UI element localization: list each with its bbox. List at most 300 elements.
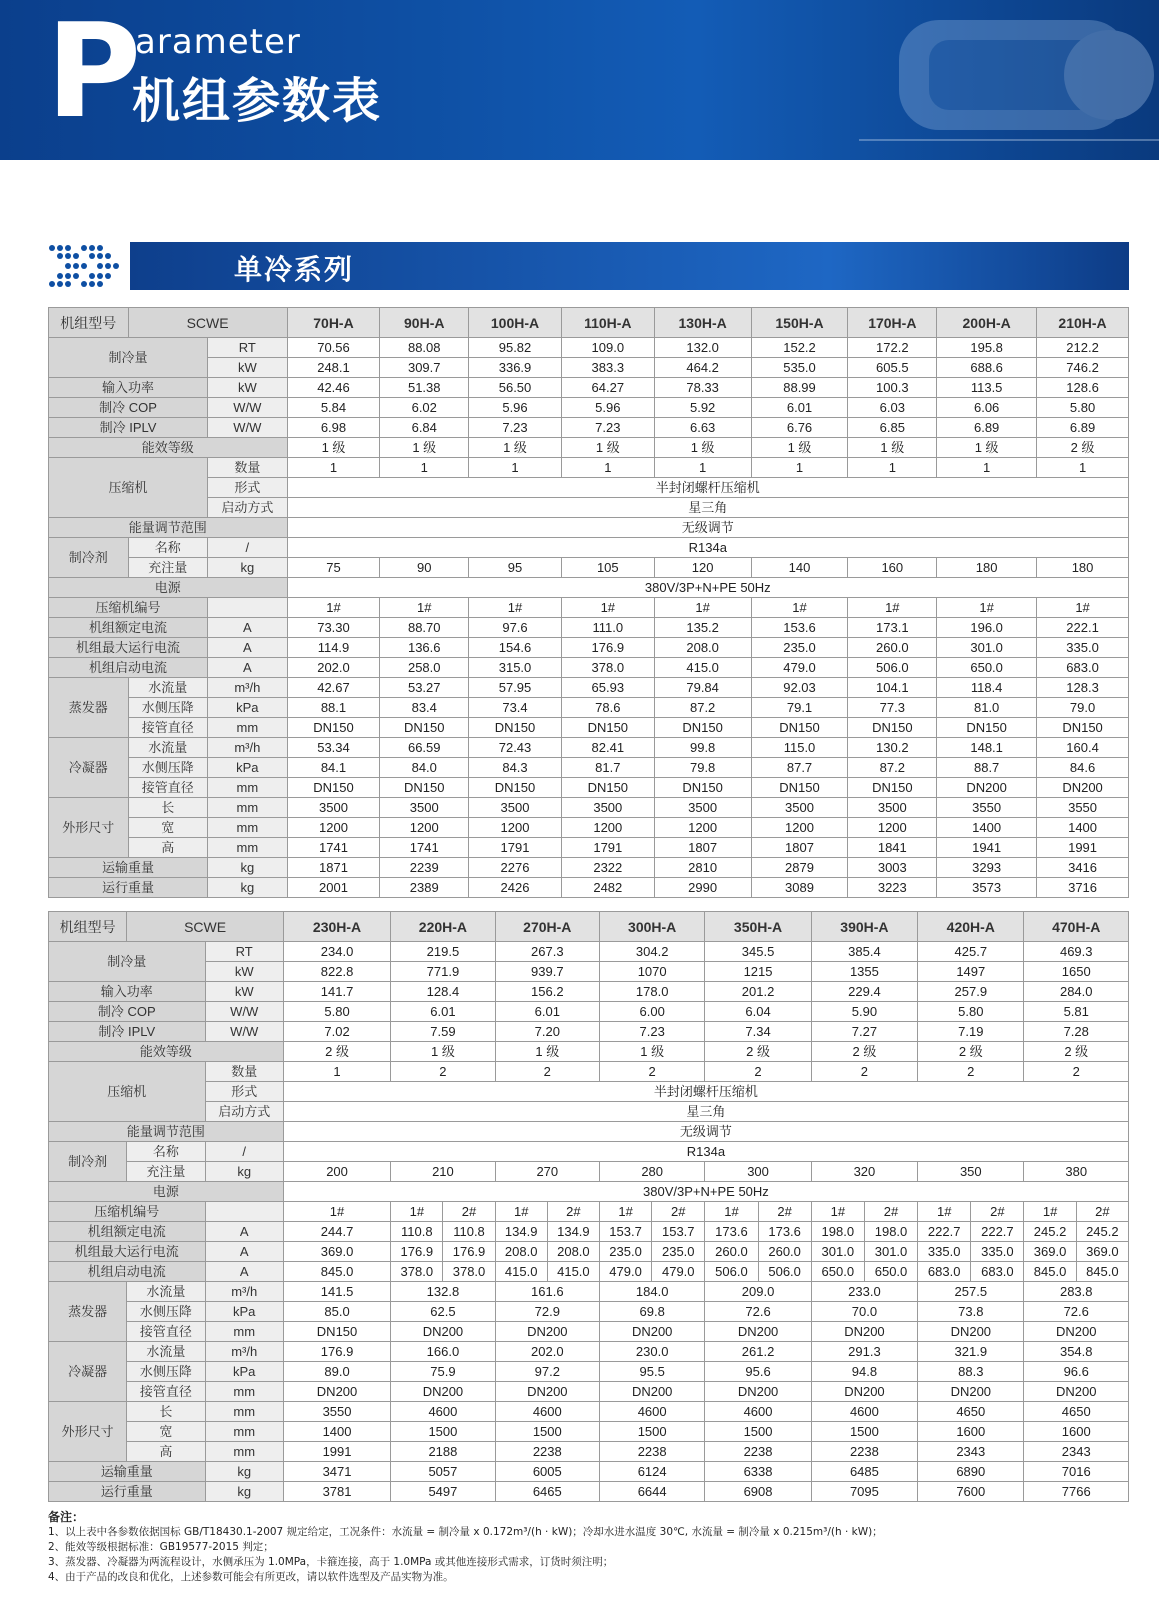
value-cell: 2	[391, 1062, 495, 1082]
value-cell: 6644	[599, 1482, 704, 1502]
value-cell: 96.6	[1024, 1362, 1129, 1382]
row-label: SCWE	[127, 912, 284, 942]
value-cell: 4600	[811, 1402, 917, 1422]
value-cell: 3223	[848, 878, 937, 898]
double-arrow-icon	[46, 242, 128, 290]
row-label: 制冷量	[49, 942, 206, 982]
value-cell: 2#	[443, 1202, 495, 1222]
value-cell: 1	[654, 458, 751, 478]
value-cell: 3573	[937, 878, 1037, 898]
table-row	[49, 1482, 1129, 1502]
value-cell: 244.7	[283, 1222, 390, 1242]
value-cell: 77.3	[848, 698, 937, 718]
value-cell: 2 级	[705, 1042, 811, 1062]
value-cell: 176.9	[443, 1242, 495, 1262]
value-cell: 5.80	[918, 1002, 1024, 1022]
value-cell: 53.27	[380, 678, 469, 698]
row-label: 制冷剂	[49, 1142, 127, 1182]
row-label: 运行重量	[49, 878, 208, 898]
value-cell: 178.0	[599, 982, 704, 1002]
note-line: 2、能效等级根据标准：GB19577-2015 判定；	[48, 1541, 274, 1553]
table-row	[49, 1022, 1129, 1042]
value-cell: 1600	[918, 1422, 1024, 1442]
table-row	[49, 962, 1129, 982]
value-cell: 75	[287, 558, 380, 578]
value-cell: 3550	[283, 1402, 390, 1422]
value-cell: 6.04	[705, 1002, 811, 1022]
value-cell: 2 级	[1024, 1042, 1129, 1062]
value-cell: DN200	[811, 1322, 917, 1342]
table-row	[49, 1062, 1129, 1082]
table-row	[49, 558, 1129, 578]
value-cell: 1#	[751, 598, 848, 618]
value-cell: 132.0	[654, 338, 751, 358]
value-cell: 156.2	[495, 982, 599, 1002]
unit-cell: mm	[208, 838, 288, 858]
table-row	[49, 578, 1129, 598]
value-cell: 415.0	[654, 658, 751, 678]
value-cell: 1#	[1024, 1202, 1076, 1222]
value-cell: 1 级	[751, 438, 848, 458]
value-cell: 1200	[469, 818, 562, 838]
table-row	[49, 1142, 1129, 1162]
value-cell: 605.5	[848, 358, 937, 378]
value-cell: 1 级	[599, 1042, 704, 1062]
value-cell: 301.0	[864, 1242, 917, 1262]
parameter-table-2	[48, 911, 1129, 1502]
value-cell: 73.8	[918, 1302, 1024, 1322]
value-cell: 79.0	[1037, 698, 1129, 718]
value-cell: 7095	[811, 1482, 917, 1502]
unit-cell	[208, 598, 288, 618]
row-label: 机组额定电流	[49, 618, 208, 638]
value-cell: DN150	[561, 718, 654, 738]
table-row	[49, 638, 1129, 658]
value-cell: 1400	[937, 818, 1037, 838]
value-cell: 2 级	[1037, 438, 1129, 458]
value-cell: 1871	[287, 858, 380, 878]
value-cell: 2276	[469, 858, 562, 878]
value-cell: DN150	[654, 718, 751, 738]
table-row	[49, 1402, 1129, 1422]
value-cell: 345.5	[705, 942, 811, 962]
value-cell: 115.0	[751, 738, 848, 758]
unit-cell: 接管直径	[128, 718, 208, 738]
value-cell: 5.81	[1024, 1002, 1129, 1022]
value-cell: 2#	[652, 1202, 705, 1222]
value-cell: 3500	[287, 798, 380, 818]
value-cell: 7.19	[918, 1022, 1024, 1042]
value-cell: 128.6	[1037, 378, 1129, 398]
value-cell: 248.1	[287, 358, 380, 378]
value-cell: 222.7	[918, 1222, 971, 1242]
value-cell: 6.06	[937, 398, 1037, 418]
model-header: 200H-A	[937, 308, 1037, 338]
row-label: 能效等级	[49, 1042, 284, 1062]
value-cell: 87.2	[654, 698, 751, 718]
value-cell: 6.01	[751, 398, 848, 418]
unit-cell: kg	[208, 558, 288, 578]
value-cell: 134.9	[495, 1222, 547, 1242]
value-cell: 51.38	[380, 378, 469, 398]
model-header: 420H-A	[918, 912, 1024, 942]
value-cell: 1#	[811, 1202, 864, 1222]
row-label: 制冷 IPLV	[49, 1022, 206, 1042]
notes-title: 备注：	[48, 1510, 85, 1524]
value-cell: DN150	[287, 718, 380, 738]
unit-cell: mm	[205, 1402, 283, 1422]
value-cell: 3003	[848, 858, 937, 878]
value-cell: 2#	[1076, 1202, 1128, 1222]
value-cell: DN150	[469, 778, 562, 798]
value-cell: 320	[811, 1162, 917, 1182]
value-cell: 88.1	[287, 698, 380, 718]
value-cell: 99.8	[654, 738, 751, 758]
table-row	[49, 838, 1129, 858]
row-label: 压缩机编号	[49, 598, 208, 618]
value-cell: 2239	[380, 858, 469, 878]
row-label: 蒸发器	[49, 678, 129, 738]
series-title: 单冷系列	[234, 253, 355, 286]
value-cell: DN150	[848, 778, 937, 798]
value-cell: 464.2	[654, 358, 751, 378]
value-cell: 176.9	[391, 1242, 443, 1262]
unit-cell: W/W	[208, 398, 288, 418]
value-cell: 3500	[751, 798, 848, 818]
model-header: 270H-A	[495, 912, 599, 942]
table-row	[49, 1102, 1129, 1122]
value-cell: 746.2	[1037, 358, 1129, 378]
value-cell: 198.0	[811, 1222, 864, 1242]
table-row	[49, 778, 1129, 798]
value-cell: 479.0	[652, 1262, 705, 1282]
value-cell: DN200	[811, 1382, 917, 1402]
note-line: 3、蒸发器、冷凝器为两流程设计，水侧承压为 1.0MPa，卡箍连接，高于 1.0MPa 或其他连接形式需求，订货时须注明；	[48, 1556, 614, 1568]
value-cell: 7600	[918, 1482, 1024, 1502]
value-cell: 380	[1024, 1162, 1129, 1182]
table-row	[49, 478, 1129, 498]
value-cell: 57.95	[469, 678, 562, 698]
unit-cell: 水侧压降	[127, 1302, 205, 1322]
value-cell: 1#	[469, 598, 562, 618]
value-cell: 星三角	[287, 498, 1128, 518]
value-cell: DN150	[287, 778, 380, 798]
value-cell: 1	[380, 458, 469, 478]
value-cell: 104.1	[848, 678, 937, 698]
value-cell: 1200	[654, 818, 751, 838]
unit-cell: m³/h	[205, 1282, 283, 1302]
value-cell: 7.23	[561, 418, 654, 438]
value-cell: 2	[918, 1062, 1024, 1082]
row-label: 输入功率	[49, 378, 208, 398]
unit-cell: mm	[205, 1382, 283, 1402]
value-cell: DN150	[561, 778, 654, 798]
notes-section	[48, 1510, 883, 1585]
value-cell: 354.8	[1024, 1342, 1129, 1362]
value-cell: 222.1	[1037, 618, 1129, 638]
value-cell: 7.27	[811, 1022, 917, 1042]
value-cell: 6.00	[599, 1002, 704, 1022]
note-line: 1、以上表中各参数依据国标 GB/T18430.1-2007 规定给定，工况条件：水流量 = 制冷量 x 0.172m³/(h · kW)；冷却水进水温度 30℃, 水流量 = 制冷量 x 0.215m³/(h · kW)；	[48, 1526, 883, 1538]
value-cell: 84.0	[380, 758, 469, 778]
value-cell: 92.03	[751, 678, 848, 698]
value-cell: DN200	[599, 1382, 704, 1402]
value-cell: 5.96	[561, 398, 654, 418]
table-row	[49, 538, 1129, 558]
value-cell: 291.3	[811, 1342, 917, 1362]
unit-cell: m³/h	[208, 738, 288, 758]
table-row	[49, 418, 1129, 438]
value-cell: 1#	[918, 1202, 971, 1222]
value-cell: 383.3	[561, 358, 654, 378]
unit-cell: 启动方式	[208, 498, 288, 518]
value-cell: 2 级	[811, 1042, 917, 1062]
value-cell: 113.5	[937, 378, 1037, 398]
unit-cell: 水侧压降	[128, 698, 208, 718]
value-cell: 2 级	[283, 1042, 390, 1062]
model-header: 100H-A	[469, 308, 562, 338]
table-row	[49, 1082, 1129, 1102]
value-cell: 1941	[937, 838, 1037, 858]
value-cell: 6465	[495, 1482, 599, 1502]
table-row	[49, 1002, 1129, 1022]
value-cell: 3471	[283, 1462, 390, 1482]
unit-cell: 水侧压降	[127, 1362, 205, 1382]
unit-cell: 形式	[205, 1082, 283, 1102]
value-cell: 1497	[918, 962, 1024, 982]
row-label: 制冷剂	[49, 538, 129, 578]
value-cell: DN200	[495, 1322, 599, 1342]
value-cell: 378.0	[561, 658, 654, 678]
value-cell: 3500	[848, 798, 937, 818]
table-row	[49, 818, 1129, 838]
table-row	[49, 438, 1129, 458]
value-cell: 2	[1024, 1062, 1129, 1082]
value-cell: 6.76	[751, 418, 848, 438]
value-cell: 261.2	[705, 1342, 811, 1362]
unit-cell: kg	[205, 1482, 283, 1502]
value-cell: 81.7	[561, 758, 654, 778]
unit-cell: 数量	[205, 1062, 283, 1082]
table-row	[49, 1162, 1129, 1182]
row-label: 冷凝器	[49, 1342, 127, 1402]
value-cell: 4650	[1024, 1402, 1129, 1422]
value-cell: 1	[848, 458, 937, 478]
value-cell: 335.0	[918, 1242, 971, 1262]
value-cell: 3089	[751, 878, 848, 898]
row-label: 蒸发器	[49, 1282, 127, 1342]
value-cell: 79.8	[654, 758, 751, 778]
value-cell: DN200	[599, 1322, 704, 1342]
unit-cell: mm	[208, 718, 288, 738]
unit-cell: W/W	[205, 1022, 283, 1042]
value-cell: 6.03	[848, 398, 937, 418]
unit-cell: W/W	[205, 1002, 283, 1022]
value-cell: 176.9	[561, 638, 654, 658]
value-cell: 4650	[918, 1402, 1024, 1422]
unit-cell: 形式	[208, 478, 288, 498]
value-cell: R134a	[287, 538, 1128, 558]
header-banner	[0, 0, 1159, 160]
table-row	[49, 658, 1129, 678]
table-row	[49, 1462, 1129, 1482]
value-cell: 5.96	[469, 398, 562, 418]
value-cell: 378.0	[391, 1262, 443, 1282]
value-cell: DN200	[391, 1382, 495, 1402]
value-cell: 257.5	[918, 1282, 1024, 1302]
value-cell: 84.6	[1037, 758, 1129, 778]
value-cell: 3293	[937, 858, 1037, 878]
table-row	[49, 398, 1129, 418]
unit-cell: kW	[205, 962, 283, 982]
unit-cell: mm	[208, 778, 288, 798]
value-cell: 128.3	[1037, 678, 1129, 698]
value-cell: 1215	[705, 962, 811, 982]
value-cell: 180	[1037, 558, 1129, 578]
row-label: 制冷 IPLV	[49, 418, 208, 438]
value-cell: 88.3	[918, 1362, 1024, 1382]
value-cell: 3416	[1037, 858, 1129, 878]
unit-cell: m³/h	[208, 678, 288, 698]
value-cell: 284.0	[1024, 982, 1129, 1002]
value-cell: 335.0	[1037, 638, 1129, 658]
value-cell: 7.23	[469, 418, 562, 438]
value-cell: 210	[391, 1162, 495, 1182]
value-cell: 87.7	[751, 758, 848, 778]
value-cell: DN200	[1024, 1322, 1129, 1342]
value-cell: 506.0	[705, 1262, 758, 1282]
model-header: 130H-A	[654, 308, 751, 338]
table-row	[49, 1282, 1129, 1302]
value-cell: 153.7	[652, 1222, 705, 1242]
unit-cell: 充注量	[128, 558, 208, 578]
value-cell: 109.0	[561, 338, 654, 358]
value-cell: 2#	[758, 1202, 811, 1222]
unit-cell: m³/h	[205, 1342, 283, 1362]
value-cell: 1	[751, 458, 848, 478]
table-row	[49, 1202, 1129, 1222]
value-cell: 95.5	[599, 1362, 704, 1382]
unit-cell: 接管直径	[127, 1322, 205, 1342]
value-cell: 无级调节	[287, 518, 1128, 538]
value-cell: 6.98	[287, 418, 380, 438]
value-cell: 260.0	[705, 1242, 758, 1262]
unit-cell: W/W	[208, 418, 288, 438]
value-cell: 1	[287, 458, 380, 478]
value-cell: 172.2	[848, 338, 937, 358]
table-row	[49, 942, 1129, 962]
value-cell: 4600	[599, 1402, 704, 1422]
value-cell: 1500	[705, 1422, 811, 1442]
value-cell: 2	[705, 1062, 811, 1082]
value-cell: 369.0	[283, 1242, 390, 1262]
value-cell: 6.02	[380, 398, 469, 418]
value-cell: 258.0	[380, 658, 469, 678]
value-cell: 114.9	[287, 638, 380, 658]
value-cell: 208.0	[547, 1242, 599, 1262]
value-cell: 939.7	[495, 962, 599, 982]
value-cell: 2343	[1024, 1442, 1129, 1462]
value-cell: 79.1	[751, 698, 848, 718]
unit-cell: kg	[208, 858, 288, 878]
table-row	[49, 458, 1129, 478]
value-cell: 173.6	[758, 1222, 811, 1242]
value-cell: 1#	[283, 1202, 390, 1222]
table-row	[49, 518, 1129, 538]
value-cell: 257.9	[918, 982, 1024, 1002]
value-cell: 3500	[561, 798, 654, 818]
value-cell: 95.6	[705, 1362, 811, 1382]
value-cell: 2#	[864, 1202, 917, 1222]
page-title: 机组参数表	[132, 73, 383, 129]
value-cell: 3500	[469, 798, 562, 818]
unit-cell: 启动方式	[205, 1102, 283, 1122]
value-cell: 2	[495, 1062, 599, 1082]
value-cell: 202.0	[495, 1342, 599, 1362]
value-cell: 283.8	[1024, 1282, 1129, 1302]
model-header: 70H-A	[287, 308, 380, 338]
value-cell: 88.99	[751, 378, 848, 398]
unit-cell: A	[205, 1262, 283, 1282]
row-label: 输入功率	[49, 982, 206, 1002]
value-cell: 845.0	[1076, 1262, 1128, 1282]
value-cell: 2238	[599, 1442, 704, 1462]
value-cell: 130.2	[848, 738, 937, 758]
value-cell: 1 级	[561, 438, 654, 458]
unit-cell: mm	[205, 1442, 283, 1462]
unit-cell: kW	[208, 358, 288, 378]
note-line: 4、由于产品的改良和优化，上述参数可能会有所更改，请以软件选型及产品实物为准。	[48, 1571, 454, 1583]
value-cell: DN150	[1037, 718, 1129, 738]
value-cell: 309.7	[380, 358, 469, 378]
value-cell: 3500	[380, 798, 469, 818]
unit-cell: 水流量	[127, 1342, 205, 1362]
value-cell: 95.82	[469, 338, 562, 358]
value-cell: 683.0	[1037, 658, 1129, 678]
value-cell: 1200	[561, 818, 654, 838]
table-row	[49, 718, 1129, 738]
unit-cell: 水流量	[128, 738, 208, 758]
table-row	[49, 982, 1129, 1002]
value-cell: DN150	[380, 778, 469, 798]
value-cell: 154.6	[469, 638, 562, 658]
value-cell: 425.7	[918, 942, 1024, 962]
value-cell: 73.30	[287, 618, 380, 638]
value-cell: 110.8	[443, 1222, 495, 1242]
model-header: 470H-A	[1024, 912, 1129, 942]
value-cell: 1	[561, 458, 654, 478]
value-cell: 1791	[469, 838, 562, 858]
value-cell: 153.7	[599, 1222, 651, 1242]
table-row	[49, 498, 1129, 518]
unit-cell: kg	[208, 878, 288, 898]
value-cell: 845.0	[283, 1262, 390, 1282]
value-cell: 235.0	[652, 1242, 705, 1262]
model-header: 150H-A	[751, 308, 848, 338]
value-cell: 7766	[1024, 1482, 1129, 1502]
machine-graphic-icon	[859, 0, 1159, 160]
value-cell: 6.01	[495, 1002, 599, 1022]
value-cell: 53.34	[287, 738, 380, 758]
value-cell: 1#	[1037, 598, 1129, 618]
value-cell: 136.6	[380, 638, 469, 658]
value-cell: DN200	[1037, 778, 1129, 798]
value-cell: 385.4	[811, 942, 917, 962]
row-label: 压缩机编号	[49, 1202, 206, 1222]
unit-cell: 接管直径	[128, 778, 208, 798]
value-cell: DN200	[705, 1382, 811, 1402]
value-cell: 1807	[654, 838, 751, 858]
